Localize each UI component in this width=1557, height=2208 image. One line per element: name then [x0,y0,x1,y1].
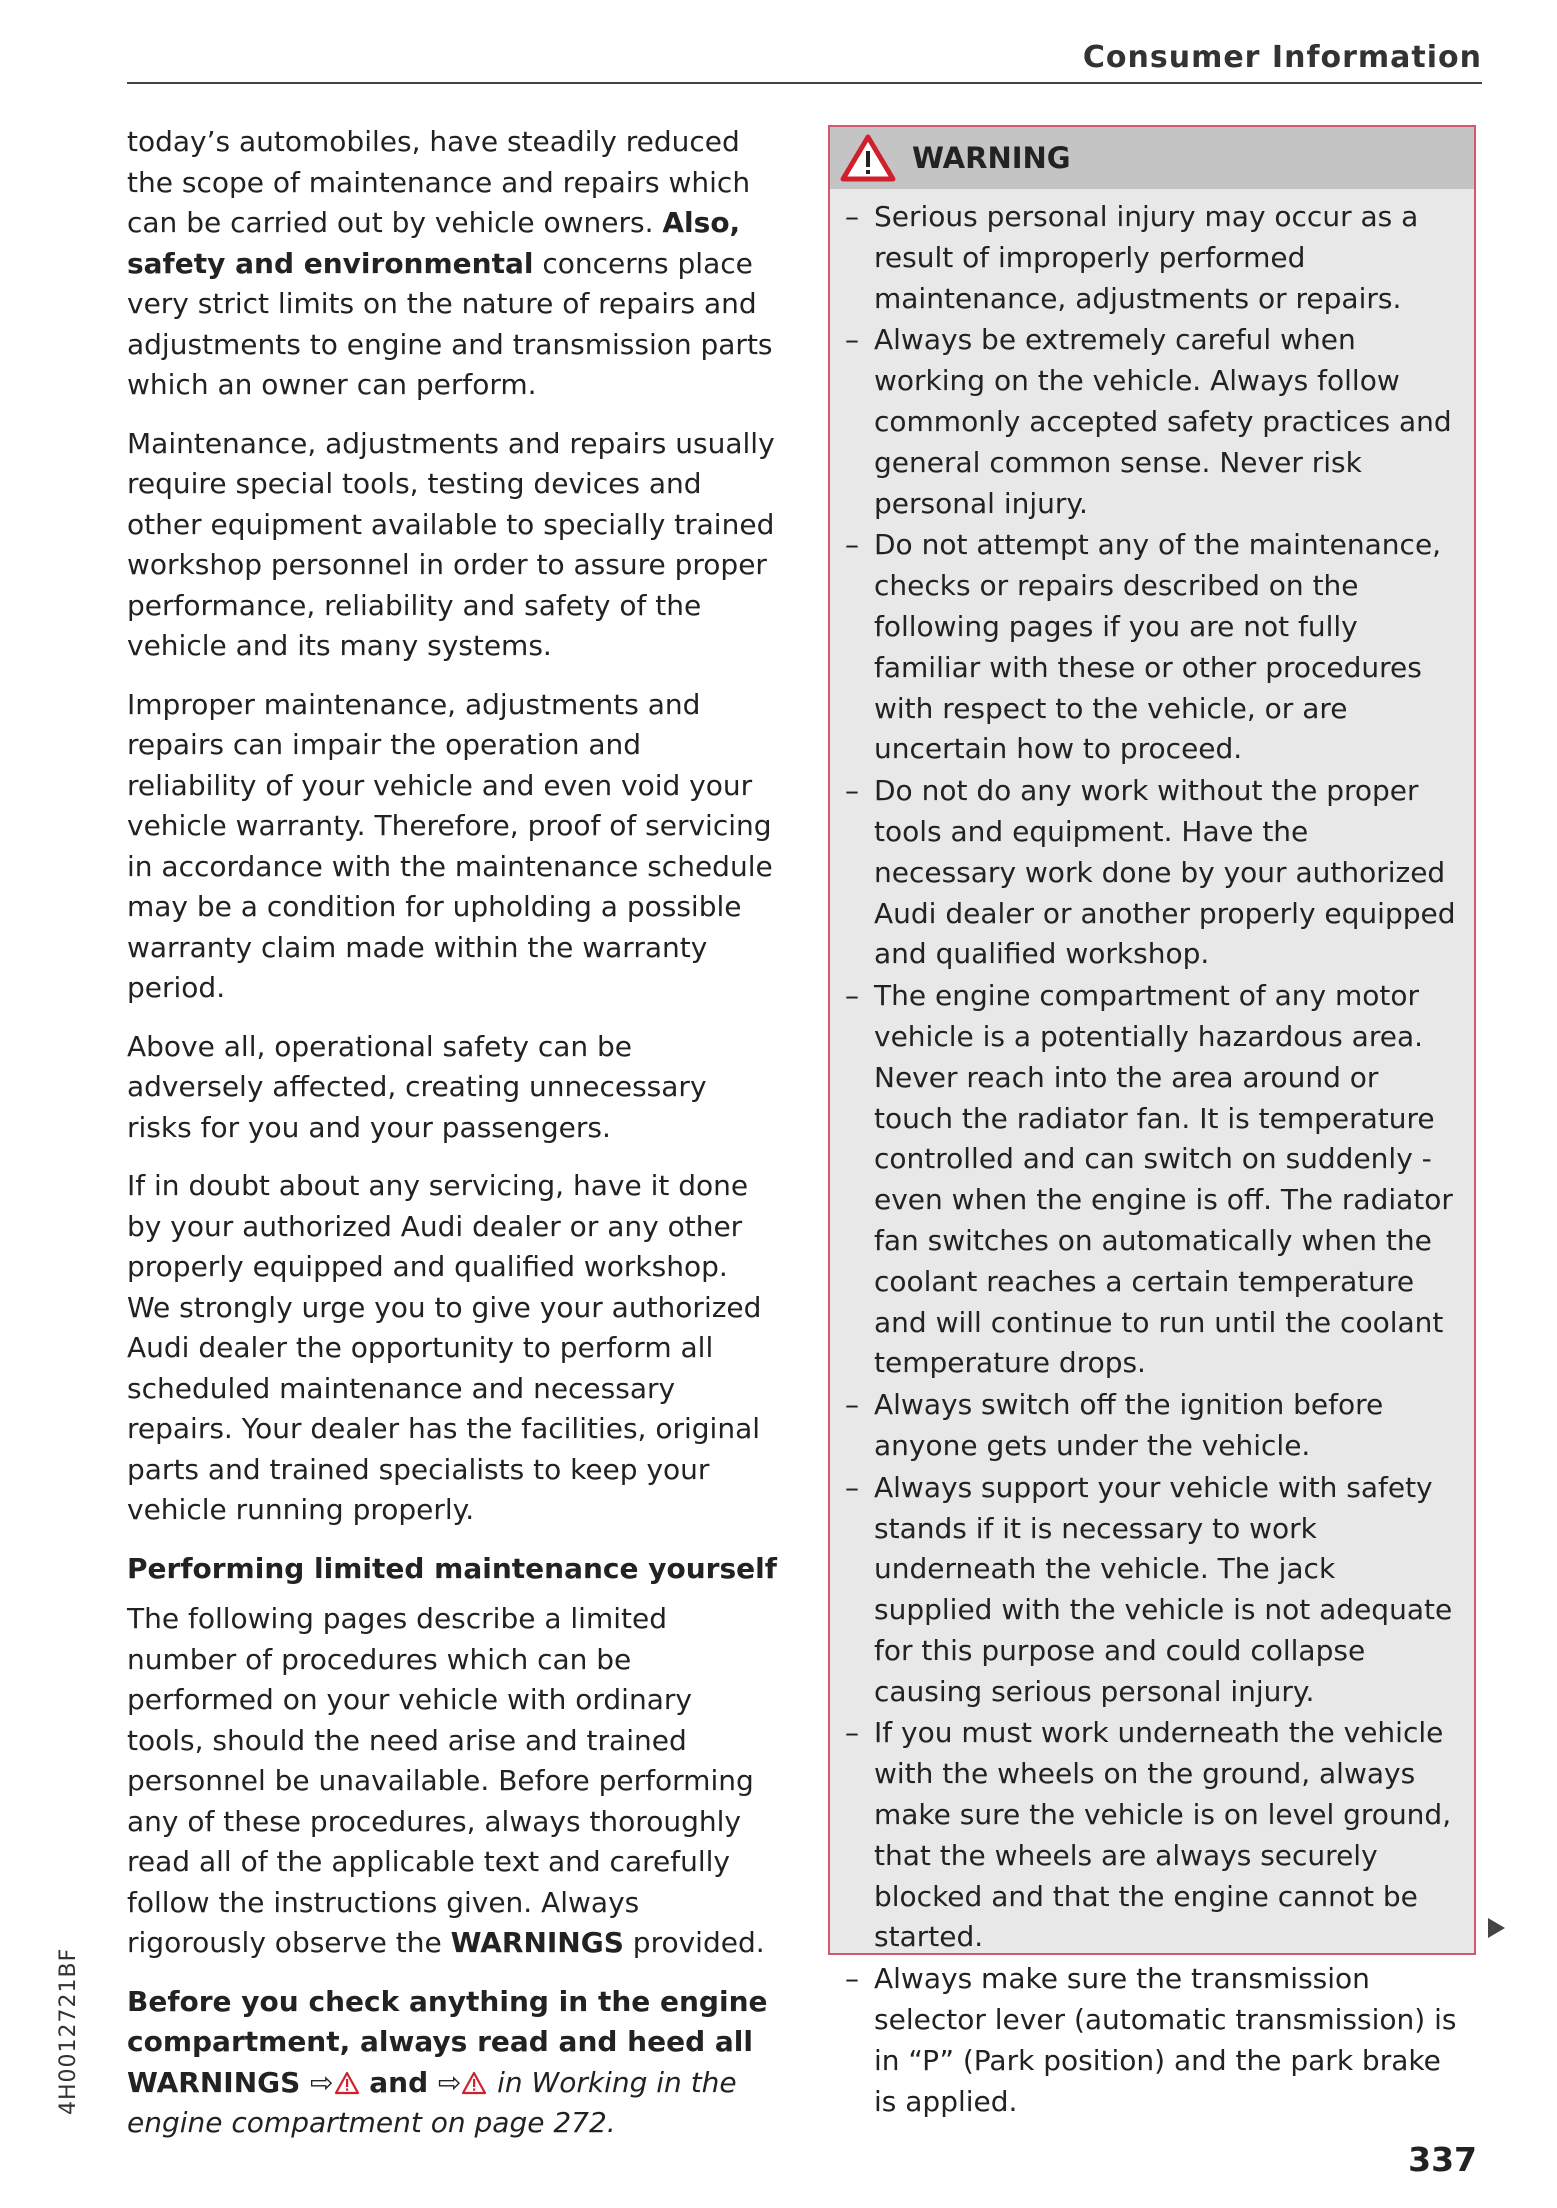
paragraph-3: Improper maintenance, adjustments and repairs can impair the operation and reliability of your vehicle and even void your vehicle warranty. Therefore, proof of servicing in accordance with the maintenance schedule may be a condition for upholding a possible warranty claim made within the warranty period. [127,687,773,1004]
warning-item [845,320,1458,524]
header-divider [127,82,1482,84]
p7-italic-ref[interactable]: in Working in the engine compartment on page 272. [127,2065,737,2139]
list-dash: – [845,528,859,562]
p6-bold: WARNINGS [450,1926,624,1959]
p7-and: and [369,2065,429,2099]
document-code: 4H0012721BF [56,1947,81,2115]
warning-item-text: Serious personal injury may occur as a result of improperly performed maintenance, adjustments or repairs. [874,200,1419,315]
warning-item [845,1713,1458,1958]
p6-text-b: provided. [623,1926,765,1959]
list-dash: – [845,1388,859,1422]
warning-item [845,1385,1458,1467]
warning-item [845,525,1458,770]
paragraph-1 [127,122,777,406]
page-header-title: Consumer Information [1082,40,1482,75]
p1-text-a: today’s automobiles, have steadily reduced the scope of maintenance and repairs which can be carried out by vehicle owners. [127,125,751,239]
warning-box [828,125,1476,2118]
list-dash: – [845,323,859,357]
cross-ref-arrow-2[interactable]: ⇨ [437,2065,462,2099]
p1-bold: Also, safety and environmental [127,206,741,280]
warning-item-text: If you must work underneath the vehicle with the wheels on the ground, always make sure the vehicle is on level ground, that the wheels are always securely blocked and that the engine cannot be started. [874,1716,1452,1954]
warning-item [845,1959,1458,2122]
continue-arrow-icon [1488,1918,1505,1938]
warning-item-text: Always be extremely careful when working on the vehicle. Always follow commonly accepted safety practices and general common sense. Never risk personal injury. [874,323,1452,520]
warning-list [830,189,1474,2122]
warning-item [845,1468,1458,1713]
list-dash: – [845,200,859,233]
warning-item-text: Always support your vehicle with safety stands if it is necessary to work underneath the vehicle. The jack supplied with the vehicle is not adequate for this purpose and could collapse causing serious personal injury. [874,1470,1453,1708]
paragraph-7 [127,1982,777,2144]
warning-item-text: Do not do any work without the proper tools and equipment. Have the necessary work done by your authorized Audi dealer or another properly equipped and qualified workshop. [874,774,1456,971]
warning-item-text: Always make sure the transmission selector lever (automatic transmission) is in “P” (Park position) and the park brake is applied. [874,1962,1457,2118]
warning-item-text: Do not attempt any of the maintenance, checks or repairs described on the following pages if you are not fully familiar with these or other procedures with respect to the vehicle, or are uncertain how to proceed. [874,528,1442,766]
paragraph-6 [127,1599,777,1964]
warning-item [845,976,1458,1384]
paragraph-2: Maintenance, adjustments and repairs usually require special tools, testing devices and other equipment available to specially trained workshop personnel in order to assure proper performance, reliability and safety of the vehicle and its many systems. [127,426,775,662]
p6-text-a: The following pages describe a limited number of procedures which can be performed on your vehicle with ordinary tools, should the need arise and trained personnel be unavailable. Before performing any of these procedures, always thoroughly read all of the applicable text and carefully follow the instructions given. Always rigorously observe the [127,1602,754,1959]
list-dash: – [845,1470,859,1504]
list-dash: – [845,979,859,1013]
list-dash: – [845,1716,859,1750]
left-column [127,122,777,2162]
page-number: 337 [1408,2140,1477,2179]
p1-text-b: concerns place very strict limits on the nature of repairs and adjustments to engine and transmission parts which an owner can perform. [127,246,773,401]
warning-item-text: The engine compartment of any motor vehicle is a potentially hazardous area. Never reach into the area around or touch the radiator fan. It is temperature controlled and can switch on suddenly - even when the engine is off. The radiator fan switches on automatically when the coolant reaches a certain temperature and will continue to run until the coolant temperature drops. [874,979,1453,1380]
warning-triangle-icon [840,133,896,183]
warning-title: WARNING [912,141,1071,175]
warning-item [845,197,1458,319]
paragraph-4: Above all, operational safety can be adversely affected, creating unnecessary risks for you and your passengers. [127,1029,707,1144]
warning-triangle-icon [461,2071,487,2095]
paragraph-5: If in doubt about any servicing, have it done by your authorized Audi dealer or any other properly equipped and qualified workshop. We strongly urge you to give your authorized Audi dealer the opportunity to perform all scheduled maintenance and necessary repairs. Your dealer has the facilities, original parts and trained specialists to keep your vehicle running properly. [127,1169,762,1526]
warning-item [845,771,1458,975]
list-dash: – [845,1962,859,1996]
warning-header [830,127,1474,189]
warning-item-text: Always switch off the ignition before anyone gets under the vehicle. [874,1388,1384,1462]
cross-ref-arrow-1[interactable]: ⇨ [310,2065,334,2099]
list-dash: – [845,774,859,808]
warning-triangle-icon [334,2071,360,2095]
p7-bold: Before you check anything in the engine compartment, always read and heed all WARNINGS [127,1984,768,2099]
section-heading: Performing limited maintenance yourself [127,1551,777,1585]
